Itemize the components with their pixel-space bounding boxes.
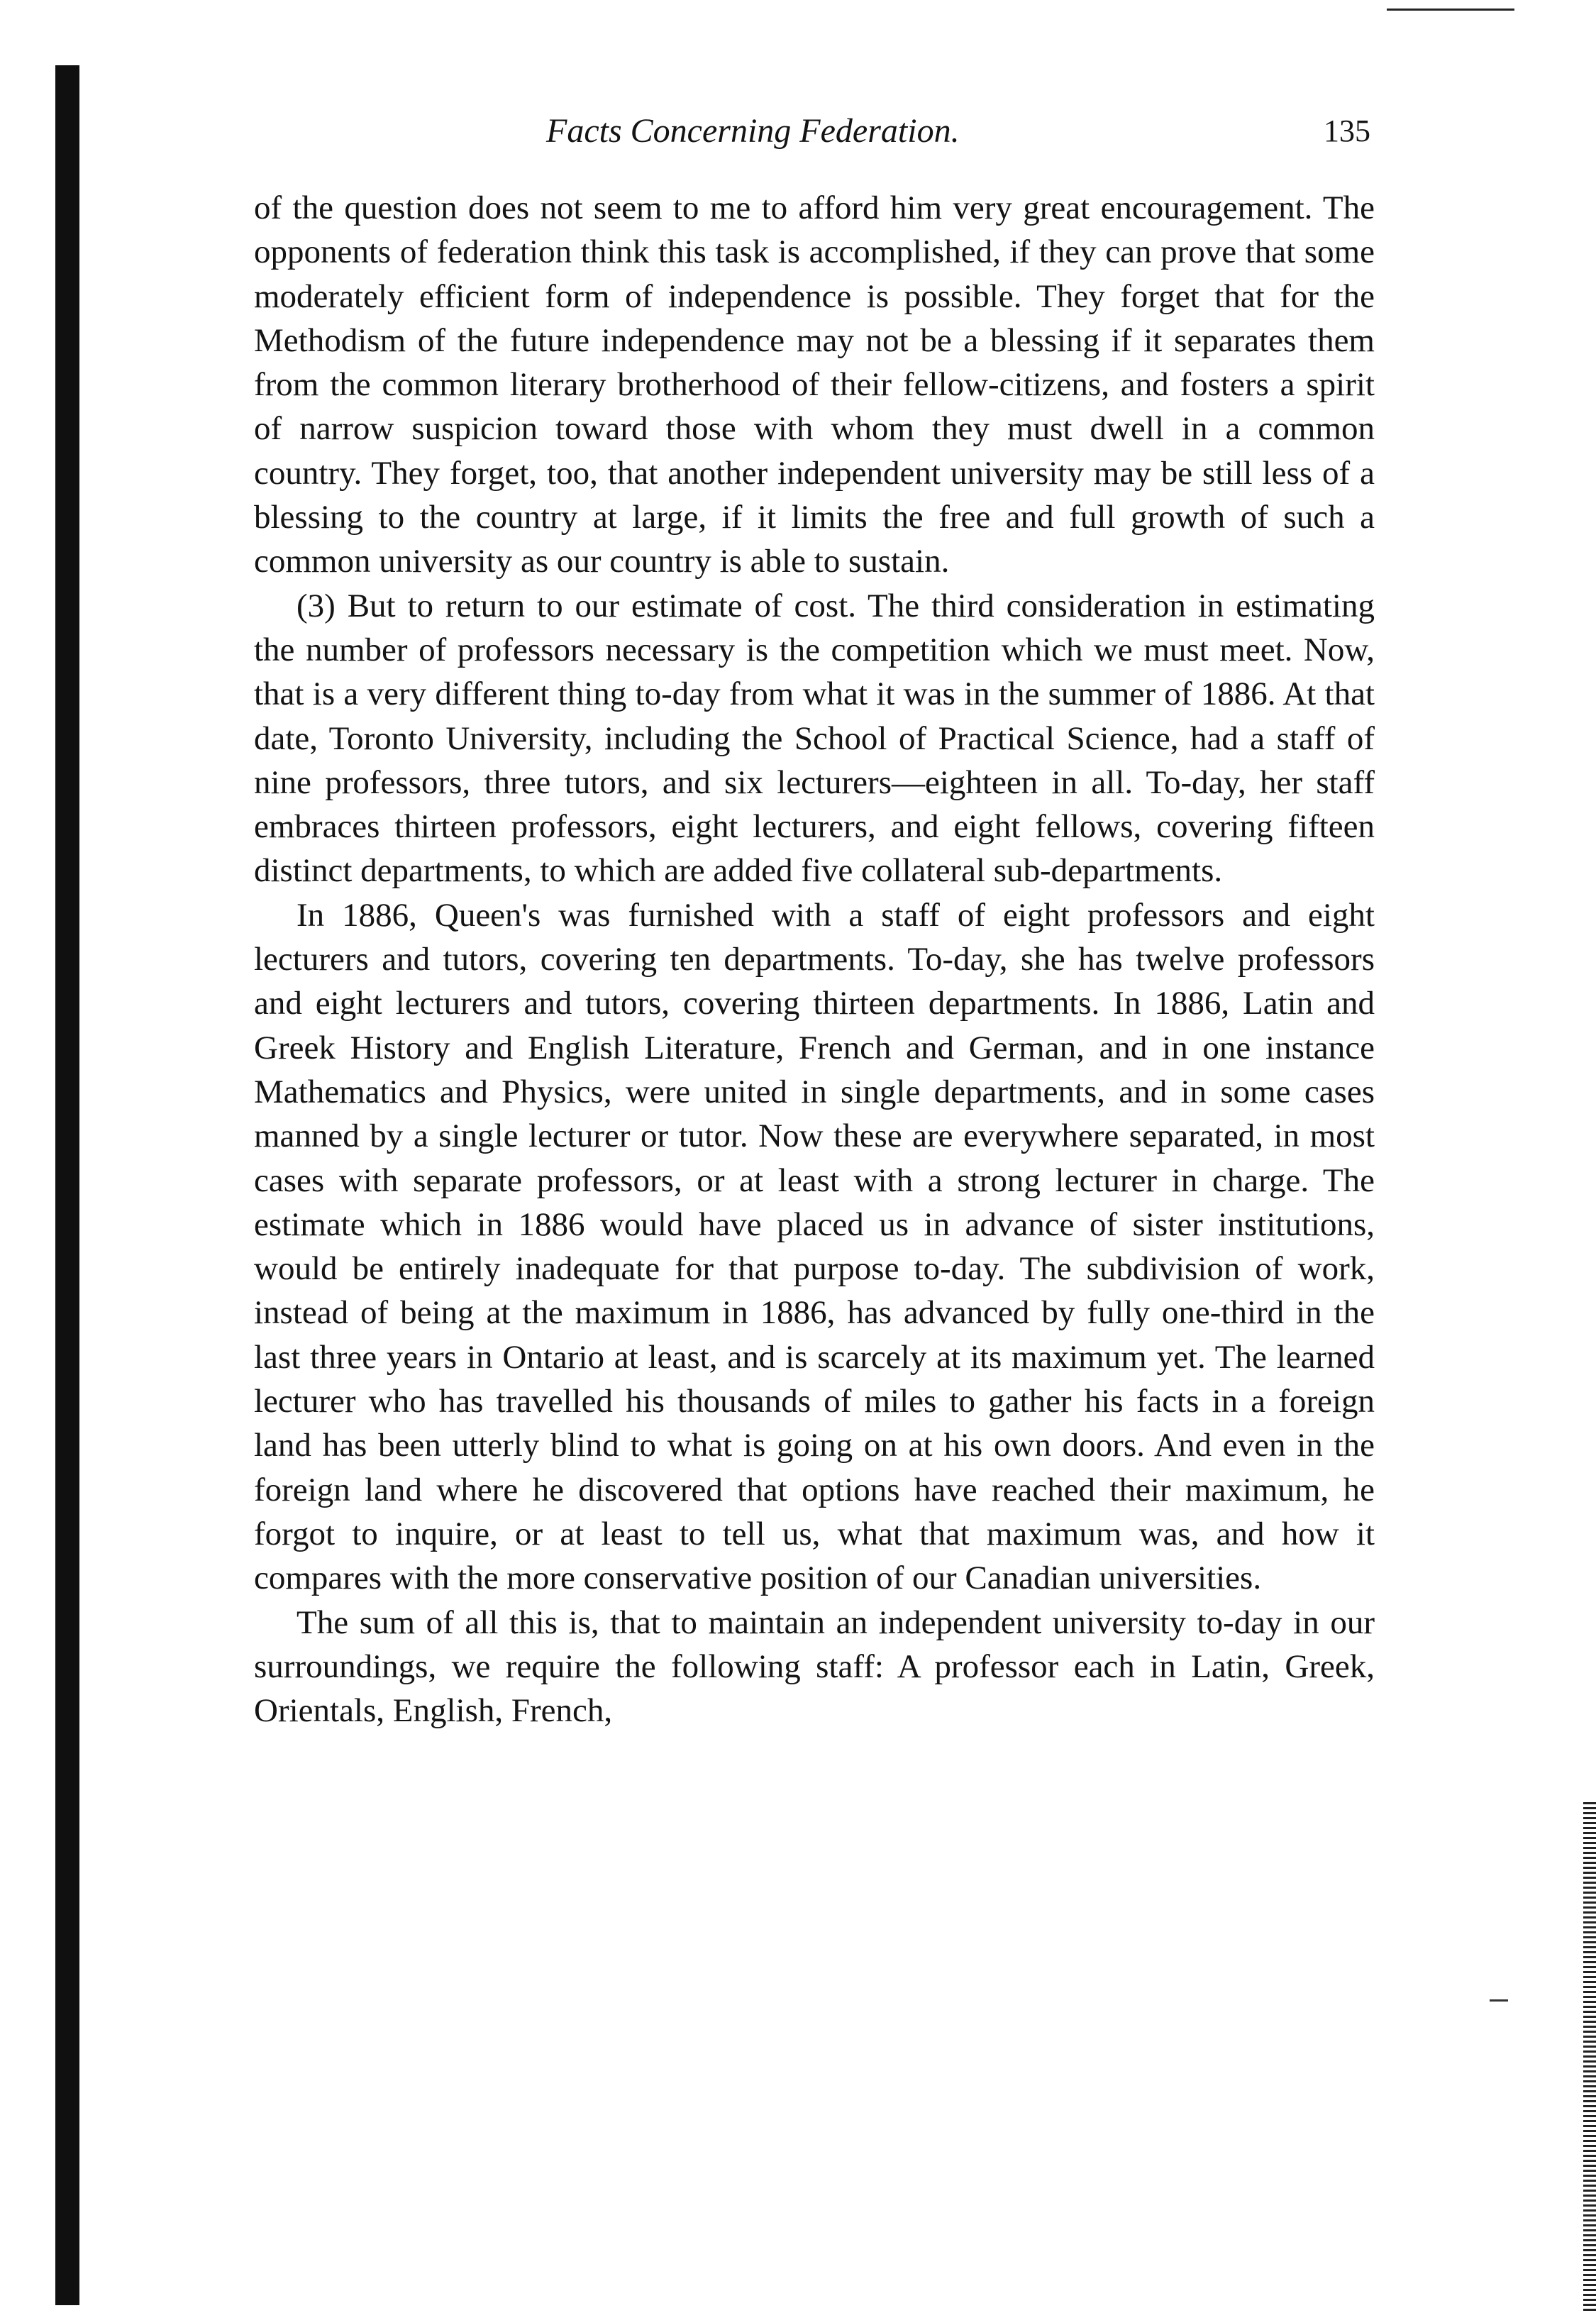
scan-margin-mark xyxy=(1490,1999,1508,2002)
paragraph-1: of the question does not seem to me to afford him very great encouragement. The opponents of federation think this task is accomplished, if they can prove that some moderately efficient form of independence is possible. They forget that for the Methodism of the future independence may not be a blessing if it separates them from the common literary brotherhood of their fellow-citizens, and fosters a spirit of narrow suspicion toward those with whom they must dwell in a common country. They forget, too, that another independent university may be still less of a blessing to the country at large, if it limits the free and full growth of such a common university as our country is able to sustain. xyxy=(254,189,1375,580)
paragraph-4: The sum of all this is, that to maintain an independent university to-day in our surroundings, we require the following staff: A professor each in Latin, Greek, Orientals, English, French, xyxy=(254,1603,1375,1730)
running-title: Facts Concerning Federation. xyxy=(546,112,960,150)
page-header xyxy=(254,106,1375,156)
scan-binding-shadow xyxy=(55,65,79,2305)
page-body xyxy=(254,186,1375,1733)
scan-right-edge xyxy=(1583,1802,1596,2313)
page-number: 135 xyxy=(1324,114,1370,148)
paragraph-3: In 1886, Queen's was furnished with a staff of eight professors and eight lecturers and tutors, covering ten departments. To-day, she has twelve professors and eight lecturers and tutors, covering thirteen departments. In 1886, Latin and Greek History and English Literature, French and German, and in one instance Mathematics and Physics, were united in single departments, and in some cases manned by a single lecturer or tutor. Now these are everywhere separated, in most cases with separate professors, or at least with a strong lecturer in charge. The estimate which in 1886 would have placed us in advance of sister institutions, would be entirely inadequate for that purpose to-day. The subdivision of work, instead of being at the maximum in 1886, has advanced by fully one-third in the last three years in Ontario at least, and is scarcely at its maximum yet. The learned lecturer who has travelled his thousands of miles to gather his facts in a foreign land has been utterly blind to what is going on at his own doors. And even in the foreign land where he discovered that options have reached their maximum, he forgot to inquire, or at least to tell us, what that maximum was, and how it compares with the more conservative position of our Canadian universities. xyxy=(254,896,1375,1597)
scan-top-rule xyxy=(1387,9,1514,11)
paragraph-2: (3) But to return to our estimate of cost. The third consideration in estimating the number of professors necessary is the competition which we must meet. Now, that is a very different thing to-day from what it was in the summer of 1886. At that date, Toronto University, including the School of Practical Science, had a staff of nine professors, three tutors, and six lecturers—eighteen in all. To-day, her staff embraces thirteen professors, eight lecturers, and eight fellows, covering fifteen distinct departments, to which are added five collateral sub-departments. xyxy=(254,587,1375,890)
